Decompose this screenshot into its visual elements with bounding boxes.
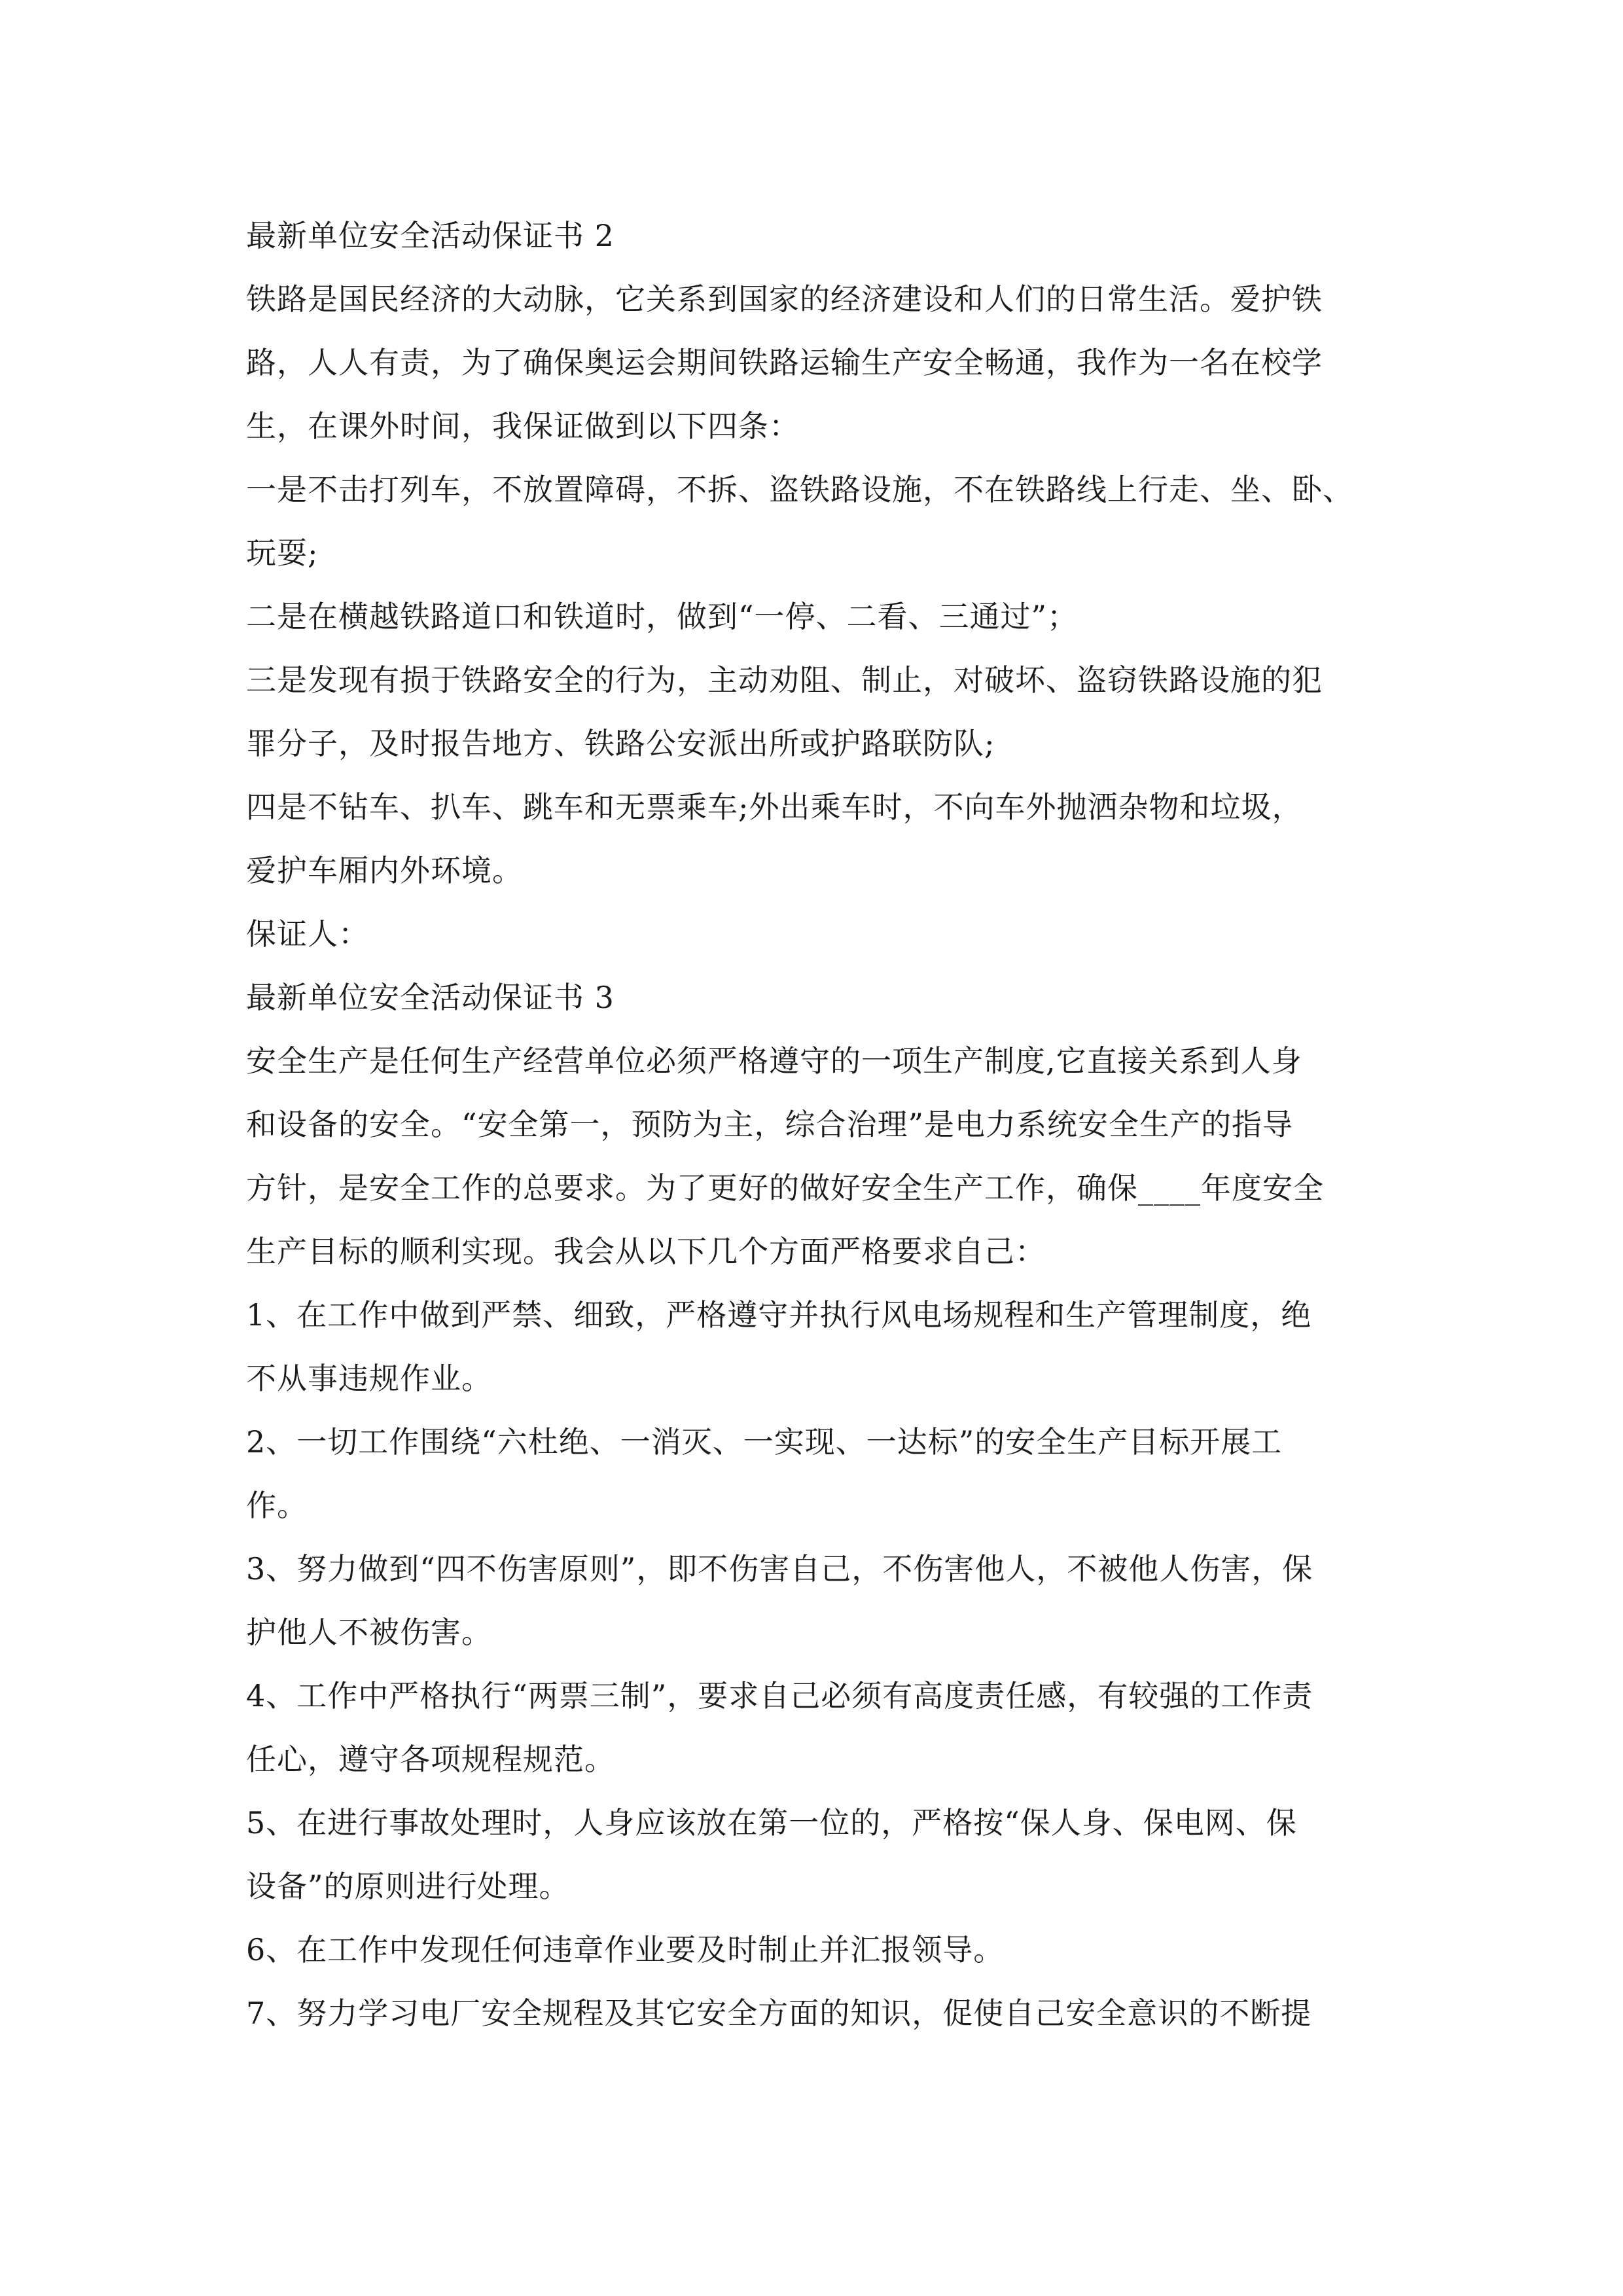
text-line: 6、在工作中发现任何违章作业要及时制止并汇报领导。 (246, 1932, 1005, 1967)
text-line: 路，人人有责，为了确保奥运会期间铁路运输生产安全畅通，我作为一名在校学 (246, 345, 1323, 380)
guarantor-label: 保证人： (246, 916, 369, 952)
text-line: 5、在进行事故处理时，人身应该放在第一位的，严格按“保人身、保电网、保 (246, 1805, 1297, 1840)
text-line: 2、一切工作围绕“六杜绝、一消灭、一实现、一达标”的安全生产目标开展工 (246, 1424, 1283, 1460)
text-line: 3、努力做到“四不伤害原则”，即不伤害自己，不伤害他人，不被他人伤害，保 (246, 1551, 1313, 1587)
text-line: 安全生产是任何生产经营单位必须严格遵守的一项生产制度,它直接关系到人身 (246, 1043, 1302, 1079)
text-line: 4、工作中严格执行“两票三制”，要求自己必须有高度责任感，有较强的工作责 (246, 1678, 1313, 1713)
text-line: 爱护车厢内外环境。 (246, 853, 523, 888)
section-heading-3: 最新单位安全活动保证书 3 (246, 980, 615, 1015)
text-line: 作。 (246, 1488, 308, 1523)
text-line: 三是发现有损于铁路安全的行为，主动劝阻、制止，对破坏、盗窃铁路设施的犯 (246, 662, 1323, 698)
document-body (246, 204, 1377, 2045)
section-heading-2: 最新单位安全活动保证书 2 (246, 218, 615, 253)
text-line: 任心，遵守各项规程规范。 (246, 1742, 615, 1777)
text-line: 一是不击打列车，不放置障碍，不拆、盗铁路设施，不在铁路线上行走、坐、卧、 (246, 472, 1353, 507)
text-line: 1、在工作中做到严禁、细致，严格遵守并执行风电场规程和生产管理制度，绝 (246, 1297, 1312, 1333)
text-line: 生产目标的顺利实现。我会从以下几个方面严格要求自己： (246, 1234, 1046, 1269)
text-line: 不从事违规作业。 (246, 1361, 492, 1396)
text-line: 罪分子，及时报告地方、铁路公安派出所或护路联防队; (246, 726, 995, 761)
text-line: 方针，是安全工作的总要求。为了更好的做好安全生产工作，确保____年度安全 (246, 1170, 1324, 1206)
text-line: 四是不钻车、扒车、跳车和无票乘车;外出乘车时，不向车外抛洒杂物和垃圾， (246, 789, 1303, 825)
text-line: 护他人不被伤害。 (246, 1615, 492, 1650)
text-line: 铁路是国民经济的大动脉，它关系到国家的经济建设和人们的日常生活。爱护铁 (246, 281, 1323, 317)
text-line: 7、努力学习电厂安全规程及其它安全方面的知识，促使自己安全意识的不断提 (246, 1996, 1312, 2031)
text-line: 设备”的原则进行处理。 (246, 1869, 570, 1904)
text-line: 和设备的安全。“安全第一，预防为主，综合治理”是电力系统安全生产的指导 (246, 1107, 1294, 1142)
text-line: 二是在横越铁路道口和铁道时，做到“一停、二看、三通过”； (246, 599, 1079, 634)
text-line: 生，在课外时间，我保证做到以下四条： (246, 408, 800, 444)
text-line: 玩耍; (246, 535, 319, 571)
